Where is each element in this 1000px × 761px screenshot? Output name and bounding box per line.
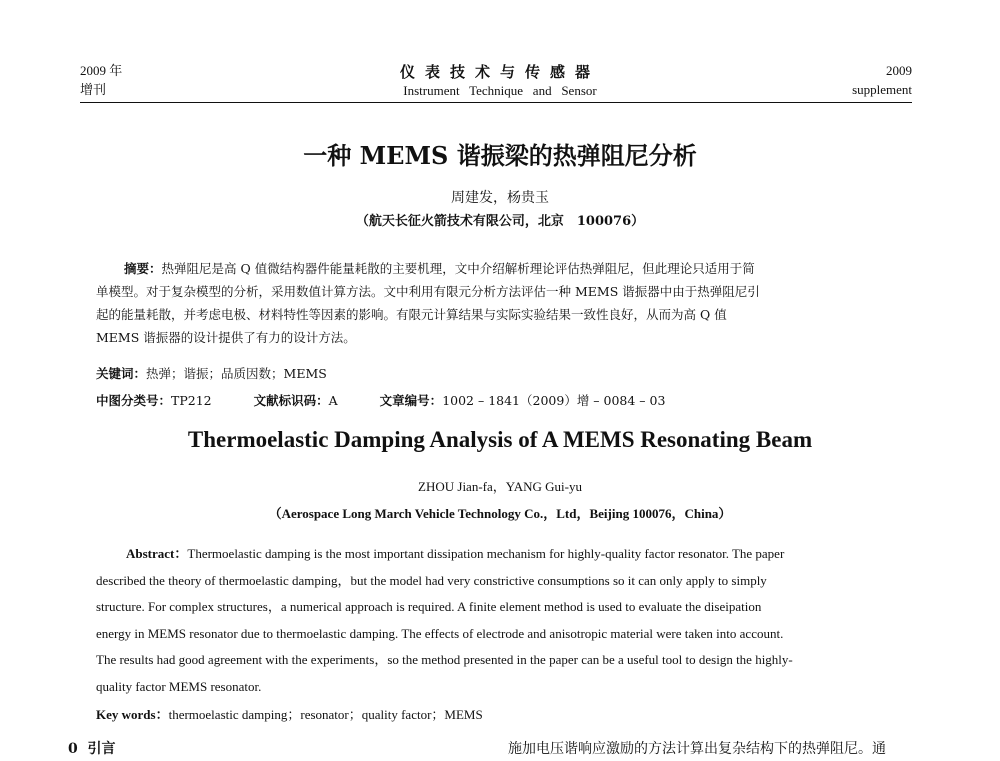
abstract-en-line-2: described the theory of thermoelastic damping，but the model had very constrictive consumptions so it can only apply to simply	[96, 572, 767, 588]
header-rule	[80, 102, 912, 103]
header-year-left: 2009 年	[80, 63, 123, 78]
section-title: 引言	[87, 741, 116, 757]
header-issue-left: 增刊	[80, 82, 107, 97]
abstract-en-line-6: quality factor MEMS resonator.	[96, 678, 262, 694]
clc-value: TP212	[171, 393, 212, 408]
authors-en: ZHOU Jian-fa，YANG Gui-yu	[418, 479, 582, 494]
affiliation-en: （Aerospace Long March Vehicle Technology Co.，Ltd，Beijing 100076，China）	[268, 506, 732, 521]
keywords-en-text: thermoelastic damping；resonator；quality factor；MEMS	[168, 707, 483, 722]
journal-title-cn: 仪表技术与传感器	[399, 63, 600, 81]
article-number-value: 1002 – 1841（2009）增 – 0084 – 03	[442, 393, 666, 408]
abstract-cn	[96, 257, 908, 349]
paper-title-cn: 一种 MEMS 谐振梁的热弹阻尼分析	[303, 141, 697, 170]
body-text-right-column: 施加电压谐响应激励的方法计算出复杂结构下的热弹阻尼。通	[508, 741, 886, 757]
abstract-cn-label: 摘要：	[124, 261, 162, 276]
abstract-cn-line-2: 单模型。对于复杂模型的分析，采用数值计算方法。文中利用有限元分析方法评估一种 MEMS 谐振器中由于热弹阻尼引	[96, 284, 760, 299]
abstract-cn-line-4: MEMS 谐振器的设计提供了有力的设计方法。	[96, 330, 356, 345]
keywords-en	[96, 702, 483, 729]
abstract-en-line-4: energy in MEMS resonator due to thermoelastic damping. The effects of electrode and anisotropic material were taken into account.	[96, 625, 784, 641]
authors-cn: 周建发，杨贵玉	[451, 190, 549, 206]
classification-line: 中图分类号：TP212 文献标识码：A 文章编号：1002 – 1841（2009）增 – 0084 – 03	[96, 393, 666, 408]
abstract-en-label: Abstract：	[126, 546, 188, 561]
keywords-cn	[96, 362, 327, 385]
header-year-right: 2009	[886, 63, 912, 78]
paper-title-en: Thermoelastic Damping Analysis of A MEMS Resonating Beam	[187, 427, 813, 452]
keywords-en-label: Key words：	[96, 707, 169, 722]
abstract-cn-line-3: 起的能量耗散，并考虑电极、材料特性等因素的影响。有限元计算结果与实际实验结果一致性良好，从而为高 Q 值	[96, 307, 727, 322]
doc-code-value: A	[328, 393, 338, 408]
abstract-en	[96, 541, 908, 700]
abstract-en-line-5: The results had good agreement with the experiments，so the method presented in the paper can be a useful tool to design the highly-	[96, 652, 793, 667]
header-issue-right: supplement	[852, 82, 912, 97]
keywords-cn-label: 关键词：	[96, 366, 147, 381]
section-heading	[68, 738, 116, 761]
abstract-en-line-3: structure. For complex structures，a numerical approach is required. A finite element method is used to evaluate the diseipation	[96, 599, 762, 614]
abstract-cn-line-1: 摘要：热弹阻尼是高 Q 值微结构器件能量耗散的主要机理，文中介绍解析理论评估热弹阻尼，但此理论只适用于简	[124, 261, 755, 276]
keywords-cn-text: 热弹；谐振；品质因数；MEMS	[146, 366, 327, 381]
section-number: 0	[68, 741, 78, 757]
abstract-en-line-1: Abstract：Thermoelastic damping is the most important dissipation mechanism for highly-quality factor resonator. The paper	[126, 546, 785, 561]
affiliation-cn: （航天长征火箭技术有限公司，北京 100076）	[355, 214, 645, 229]
journal-title-en: Instrument Technique and Sensor	[403, 83, 597, 98]
